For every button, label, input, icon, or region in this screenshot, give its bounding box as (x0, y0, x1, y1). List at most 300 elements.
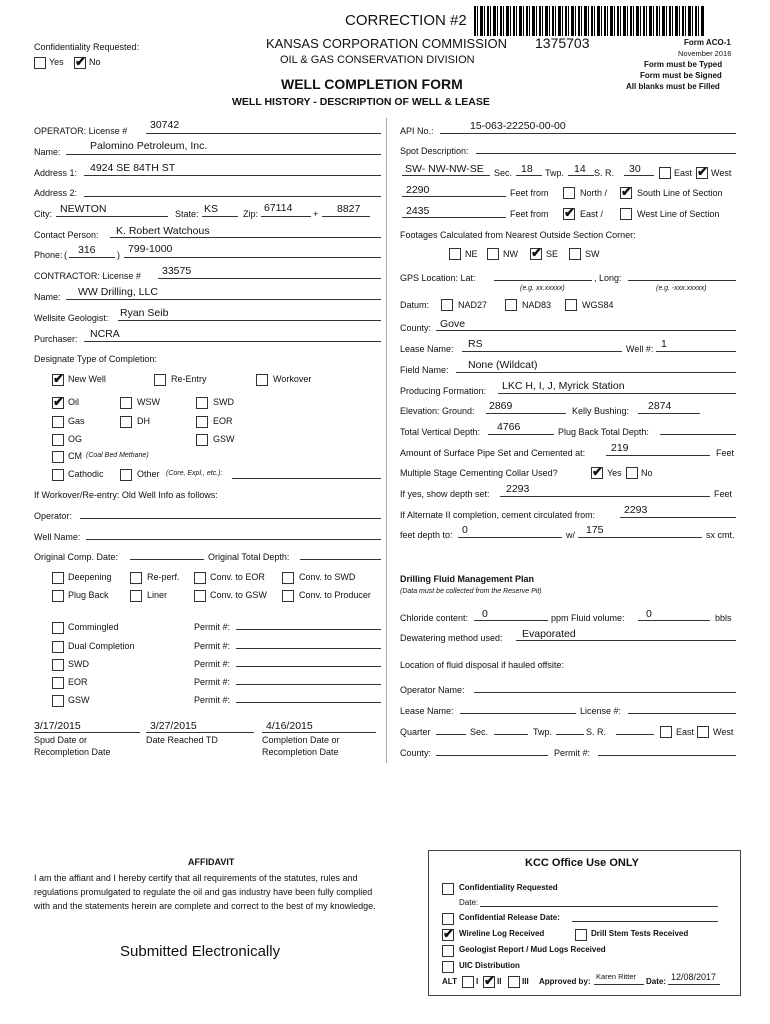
wsw-label: WSW (137, 397, 160, 407)
reperf-checkbox[interactable] (130, 572, 142, 584)
feet-from-label-1: Feet from (510, 188, 549, 198)
kelly-bushing-line (638, 413, 700, 414)
feet2-field[interactable]: 2435 (406, 205, 430, 217)
cathodic-label: Cathodic (68, 469, 104, 479)
address2-line (84, 196, 381, 197)
permit-line-3 (236, 666, 381, 667)
quarter-line (436, 734, 466, 735)
zip-label: Zip: (243, 209, 259, 219)
sx-cmt-label: sx cmt. (706, 530, 735, 540)
well-number-field[interactable]: 1 (661, 338, 667, 350)
permit-line-4 (236, 684, 381, 685)
disposal-west-checkbox[interactable] (697, 726, 709, 738)
state-field[interactable]: KS (204, 203, 219, 215)
comp-date-field[interactable]: 4/16/2015 (266, 720, 313, 732)
disposal-east-checkbox[interactable] (660, 726, 672, 738)
permit-line-5 (236, 702, 381, 703)
wgs84-label: WGS84 (582, 300, 614, 310)
td-date-field[interactable]: 3/27/2015 (150, 720, 197, 732)
zip-plus: + (313, 209, 319, 219)
lease-name-field[interactable]: RS (468, 338, 483, 350)
county-field[interactable]: Gove (440, 318, 466, 330)
dewatering-label: Dewatering method used: (400, 633, 503, 643)
cm-checkbox[interactable] (52, 451, 64, 463)
spud-label-2: Recompletion Date (34, 747, 111, 757)
must-typed: Form must be Typed (644, 60, 723, 69)
contractor-license-field[interactable]: 33575 (162, 265, 192, 277)
pbtd-line (660, 434, 736, 435)
contractor-name-label: Name: (34, 292, 61, 302)
east-label: East (674, 168, 693, 178)
nad27-label: NAD27 (458, 300, 488, 310)
disposal-sec-line (494, 734, 528, 735)
field-name-line (456, 372, 736, 373)
gsw2-checkbox[interactable] (52, 695, 64, 707)
reperf-label: Re-perf. (147, 572, 180, 582)
comp-date-line (262, 732, 376, 733)
sec-field[interactable]: 18 (521, 163, 533, 175)
kcc-date-label: Date: (459, 898, 479, 907)
commingled-checkbox[interactable] (52, 622, 64, 634)
city-line (56, 216, 168, 217)
deepening-label: Deepening (68, 572, 112, 582)
swd-label: SWD (213, 397, 234, 407)
affidavit-title: AFFIDAVIT (188, 857, 235, 867)
conv-swd-label: Conv. to SWD (299, 572, 356, 582)
conv-gsw-label: Conv. to GSW (210, 590, 267, 600)
multi-yes-checkbox[interactable] (591, 467, 603, 479)
bbls-label: bbls (715, 613, 732, 623)
depth-set-label: If yes, show depth set: (400, 489, 490, 499)
name-label: Name: (34, 147, 61, 157)
operator-license-label: OPERATOR: License # (34, 126, 128, 136)
nw-checkbox[interactable] (487, 248, 499, 260)
disposal-lease-line (460, 713, 576, 714)
contact-line (110, 237, 381, 238)
swd2-checkbox[interactable] (52, 659, 64, 671)
elevation-label: Elevation: Ground: (400, 406, 475, 416)
re-entry-checkbox[interactable] (154, 374, 166, 386)
dewatering-line (516, 640, 736, 641)
kcc-date2-label: Date: (646, 977, 667, 986)
conv-producer-checkbox[interactable] (282, 590, 294, 602)
kcc-alt-label: ALT (442, 977, 457, 986)
conf-no-checkbox[interactable] (74, 57, 86, 69)
phone-field[interactable]: 799-1000 (128, 243, 173, 255)
submitted-electronically: Submitted Electronically (120, 943, 281, 960)
dewatering-field[interactable]: Evaporated (522, 628, 576, 640)
affidavit-line-1: I am the affiant and I hereby certify that all requirements of the statutes, rules and (34, 873, 358, 883)
kcc-approve-date-line (668, 984, 720, 985)
api-field[interactable]: 15-063-22250-00-00 (470, 120, 566, 132)
oil-checkbox[interactable] (52, 397, 64, 409)
county-line (436, 330, 736, 331)
se-label: SE (546, 249, 559, 259)
phone-label: Phone: (34, 250, 63, 260)
ground-line (486, 413, 566, 414)
west-checkbox[interactable] (696, 167, 708, 179)
plug-back-checkbox[interactable] (52, 590, 64, 602)
kcc-approver-field[interactable]: Karen Ritter (596, 972, 637, 981)
kcc-wireline-checkbox[interactable] (442, 929, 454, 941)
state-line (202, 216, 238, 217)
phone-close-paren: ) (117, 250, 120, 260)
kcc-alt-iii-checkbox[interactable] (508, 976, 520, 988)
multi-no-label: No (641, 468, 653, 478)
form-date: November 2016 (678, 49, 732, 58)
feet-depth-line (458, 537, 562, 538)
phone-open-paren: ( (64, 250, 67, 260)
long-example: (e.g. -xxx.xxxxx) (656, 285, 707, 292)
wgs84-checkbox[interactable] (565, 299, 577, 311)
gsw-label: GSW (213, 434, 235, 444)
old-well-name-line (86, 539, 381, 540)
north-checkbox[interactable] (563, 187, 575, 199)
quarter-label: Quarter (400, 727, 431, 737)
surface-pipe-field[interactable]: 219 (611, 442, 629, 454)
eor2-label: EOR (68, 677, 88, 687)
disposal-twp-line (556, 734, 584, 735)
kelly-bushing-field[interactable]: 2874 (648, 400, 672, 412)
address2-label: Address 2: (34, 188, 78, 198)
division-name: OIL & GAS CONSERVATION DIVISION (280, 54, 475, 66)
address1-line (84, 175, 381, 176)
disposal-range-line (616, 734, 654, 735)
depth-set-feet: Feet (714, 489, 733, 499)
nad27-checkbox[interactable] (441, 299, 453, 311)
north-label: North / (580, 188, 608, 198)
kcc-conf-checkbox[interactable] (442, 883, 454, 895)
kcc-alt-i-checkbox[interactable] (462, 976, 474, 988)
kcc-alt-iii-label: III (522, 977, 529, 986)
orig-comp-date-label: Original Comp. Date: (34, 552, 119, 562)
eor-label: EOR (213, 416, 233, 426)
re-entry-label: Re-Entry (171, 374, 207, 384)
other-checkbox[interactable] (120, 469, 132, 481)
sw-label: SW (585, 249, 600, 259)
disposal-west-label: West (713, 727, 734, 737)
tvd-label: Total Vertical Depth: (400, 427, 481, 437)
disposal-twp-label: Twp. (533, 727, 553, 737)
cm-label: CM (68, 451, 82, 461)
disposal-permit-line (598, 755, 736, 756)
field-name-field[interactable]: None (Wildcat) (468, 359, 538, 371)
permit-line-2 (236, 648, 381, 649)
comp-label-2: Recompletion Date (262, 747, 339, 757)
well-number-label: Well #: (626, 344, 654, 354)
s-r-label: S. R. (594, 168, 615, 178)
phone-area-field[interactable]: 316 (78, 244, 96, 256)
purchaser-label: Purchaser: (34, 334, 78, 344)
nad83-checkbox[interactable] (505, 299, 517, 311)
fluid-volume-line (638, 620, 710, 621)
other-label: Other (137, 469, 160, 479)
ne-label: NE (465, 249, 478, 259)
conf-yes-checkbox[interactable] (34, 57, 46, 69)
api-label: API No.: (400, 126, 434, 136)
kcc-date-line (480, 906, 718, 907)
operator-name-field[interactable]: Palomino Petroleum, Inc. (90, 140, 208, 152)
zip-field[interactable]: 67114 (264, 202, 293, 214)
permit-label-2: Permit #: (194, 641, 231, 651)
conv-gsw-checkbox[interactable] (194, 590, 206, 602)
confidentiality-label: Confidentiality Requested: (34, 42, 140, 52)
disposal-sr-label: S. R. (586, 727, 607, 737)
geologist-field[interactable]: Ryan Seib (120, 307, 169, 319)
old-well-name-label: Well Name: (34, 532, 81, 542)
sx-line (578, 537, 702, 538)
dual-completion-checkbox[interactable] (52, 641, 64, 653)
feet1-field[interactable]: 2290 (406, 184, 430, 196)
orig-depth-line (300, 559, 381, 560)
kcc-uic-label: UIC Distribution (459, 961, 520, 970)
gas-checkbox[interactable] (52, 416, 64, 428)
deepening-checkbox[interactable] (52, 572, 64, 584)
zip-line (261, 216, 311, 217)
footages-label: Footages Calculated from Nearest Outside Section Corner: (400, 230, 636, 240)
gps-long-line (628, 280, 736, 281)
og-label: OG (68, 434, 83, 444)
new-well-label: New Well (68, 374, 106, 384)
name-line (66, 154, 381, 155)
orig-comp-date-line (130, 559, 204, 560)
kcc-dst-label: Drill Stem Tests Received (591, 929, 689, 938)
sec-label: Sec. (494, 168, 513, 178)
surface-pipe-line (606, 455, 710, 456)
kcc-geo-label: Geologist Report / Mud Logs Received (459, 945, 606, 954)
dh-label: DH (137, 416, 150, 426)
phone-area-line (69, 257, 115, 258)
lat-example: (e.g. xx.xxxxx) (520, 285, 565, 292)
sec-line (516, 175, 542, 176)
disposal-license-label: License #: (580, 706, 622, 716)
surface-pipe-feet: Feet (716, 448, 735, 458)
kcc-geo-checkbox[interactable] (442, 945, 454, 957)
dh-checkbox[interactable] (120, 416, 132, 428)
range-field[interactable]: 30 (629, 163, 641, 175)
east2-label: East / (580, 209, 604, 219)
alt2-field[interactable]: 2293 (624, 504, 648, 516)
feet-depth-field[interactable]: 0 (462, 524, 468, 536)
kcc-release-checkbox[interactable] (442, 913, 454, 925)
conv-swd-checkbox[interactable] (282, 572, 294, 584)
conf-no-label: No (89, 57, 101, 67)
geologist-label: Wellsite Geologist: (34, 313, 109, 323)
cathodic-checkbox[interactable] (52, 469, 64, 481)
must-filled: All blanks must be Filled (626, 82, 720, 91)
conv-eor-checkbox[interactable] (194, 572, 206, 584)
tvd-line (488, 434, 554, 435)
disposal-east-label: East (676, 727, 695, 737)
api-line (440, 133, 736, 134)
old-operator-line (80, 518, 381, 519)
depth-set-line (500, 496, 710, 497)
contractor-name-field[interactable]: WW Drilling, LLC (78, 286, 158, 298)
address1-field[interactable]: 4924 SE 84TH ST (90, 162, 176, 174)
datum-label: Datum: (400, 300, 430, 310)
feet1-line (402, 196, 506, 197)
permit-label-4: Permit #: (194, 677, 231, 687)
disposal-permit-label: Permit #: (554, 748, 591, 758)
surface-pipe-label: Amount of Surface Pipe Set and Cemented at: (400, 448, 586, 458)
workover-checkbox[interactable] (256, 374, 268, 386)
fluid-disposal-label: Location of fluid disposal if hauled offsite: (400, 660, 564, 670)
dfm-note: (Data must be collected from the Reserve Pit) (400, 588, 542, 595)
contact-field[interactable]: K. Robert Watchous (116, 225, 210, 237)
kelly-bushing-label: Kelly Bushing: (572, 406, 630, 416)
chloride-line (474, 620, 548, 621)
zip4-field[interactable]: 8827 (337, 203, 361, 215)
gas-label: Gas (68, 416, 85, 426)
spud-date-line (34, 732, 140, 733)
twp-label: Twp. (545, 168, 565, 178)
tvd-field[interactable]: 4766 (497, 421, 521, 433)
purchaser-line (84, 341, 381, 342)
permit-label-5: Permit #: (194, 695, 231, 705)
kcc-approve-date-field[interactable]: 12/08/2017 (671, 972, 717, 982)
swd-checkbox[interactable] (196, 397, 208, 409)
feet2-line (402, 217, 506, 218)
contractor-license-label: CONTRACTOR: License # (34, 271, 141, 281)
swd2-label: SWD (68, 659, 89, 669)
alt2-line (620, 517, 736, 518)
ground-field[interactable]: 2869 (489, 400, 513, 412)
form-id: Form ACO-1 (684, 38, 731, 47)
kcc-alt-ii-label: II (497, 977, 502, 986)
nad83-label: NAD83 (522, 300, 552, 310)
formation-field[interactable]: LKC H, I, J, Myrick Station (502, 380, 625, 392)
disposal-county-label: County: (400, 748, 432, 758)
spud-label-1: Spud Date or (34, 735, 88, 745)
old-operator-label: Operator: (34, 511, 73, 521)
sx-field[interactable]: 175 (586, 524, 604, 536)
formation-line (498, 393, 736, 394)
multi-no-checkbox[interactable] (626, 467, 638, 479)
permit-label-3: Permit #: (194, 659, 231, 669)
spud-date-field[interactable]: 3/17/2015 (34, 720, 81, 732)
td-label: Date Reached TD (146, 735, 218, 745)
disposal-operator-label: Operator Name: (400, 685, 465, 695)
operator-license-field[interactable]: 30742 (150, 119, 180, 131)
west-label: West (711, 168, 732, 178)
correction-label: CORRECTION #2 (345, 12, 467, 29)
kcc-approver-line (594, 984, 644, 985)
form-title: WELL COMPLETION FORM (281, 76, 463, 92)
comp-label-1: Completion Date or (262, 735, 340, 745)
dfm-title: Drilling Fluid Management Plan (400, 574, 535, 584)
disposal-lease-label: Lease Name: (400, 706, 454, 716)
kcc-conf-label: Confidentiality Requested (459, 883, 558, 892)
new-well-checkbox[interactable] (52, 374, 64, 386)
affidavit-line-3: with and the statements herein are complete and correct to the best of my knowledge. (34, 901, 376, 911)
gps-lat-line (494, 280, 592, 281)
contact-label: Contact Person: (34, 230, 99, 240)
zip4-line (322, 216, 370, 217)
twp-line (568, 175, 594, 176)
permit-line-1 (236, 629, 381, 630)
east2-checkbox[interactable] (563, 208, 575, 220)
alt2-label: If Alternate II completion, cement circulated from: (400, 510, 596, 520)
liner-label: Liner (147, 590, 168, 600)
kcc-uic-checkbox[interactable] (442, 961, 454, 973)
purchaser-field[interactable]: NCRA (90, 328, 120, 340)
twp-field[interactable]: 14 (574, 163, 586, 175)
kcc-dst-checkbox[interactable] (575, 929, 587, 941)
west2-checkbox[interactable] (620, 208, 632, 220)
south-label: South Line of Section (637, 188, 723, 198)
east-checkbox[interactable] (659, 167, 671, 179)
disposal-license-line (628, 713, 736, 714)
disposal-sec-label: Sec. (470, 727, 489, 737)
sw-checkbox[interactable] (569, 248, 581, 260)
workover-label: Workover (273, 374, 312, 384)
state-label: State: (175, 209, 199, 219)
multi-stage-label: Multiple Stage Cementing Collar Used? (400, 468, 558, 478)
commission-name: KANSAS CORPORATION COMMISSION (266, 36, 508, 51)
gps-lat-label: GPS Location: Lat: (400, 273, 476, 283)
conv-producer-label: Conv. to Producer (299, 590, 371, 600)
se-checkbox[interactable] (530, 248, 542, 260)
eor2-checkbox[interactable] (52, 677, 64, 689)
permit-label-1: Permit #: (194, 622, 231, 632)
feet-depth-label: feet depth to: (400, 530, 453, 540)
must-signed: Form must be Signed (640, 71, 722, 80)
other-line (232, 478, 381, 479)
disposal-county-line (436, 755, 548, 756)
conf-yes-label: Yes (49, 57, 64, 67)
kcc-alt-ii-checkbox[interactable] (483, 976, 495, 988)
address1-label: Address 1: (34, 168, 78, 178)
cm-note: (Coal Bed Methane) (86, 452, 149, 459)
column-divider (386, 118, 387, 763)
orig-depth-label: Original Total Depth: (208, 552, 290, 562)
depth-set-field[interactable]: 2293 (506, 483, 530, 495)
city-label: City: (34, 209, 52, 219)
kcc-approved-label: Approved by: (539, 977, 591, 986)
spot-desc-field[interactable]: SW- NW-NW-SE (405, 163, 484, 175)
west2-label: West Line of Section (637, 209, 720, 219)
barcode (474, 6, 704, 36)
lease-name-line (462, 351, 622, 352)
eor-checkbox[interactable] (196, 416, 208, 428)
liner-checkbox[interactable] (130, 590, 142, 602)
formation-label: Producing Formation: (400, 386, 487, 396)
form-subtitle: WELL HISTORY - DESCRIPTION OF WELL & LEASE (232, 96, 490, 108)
ne-checkbox[interactable] (449, 248, 461, 260)
field-name-label: Field Name: (400, 365, 449, 375)
ppm-fluid-label: ppm Fluid volume: (551, 613, 625, 623)
chloride-label: Chloride content: (400, 613, 469, 623)
fluid-volume-field[interactable]: 0 (646, 608, 652, 620)
w-label: w/ (566, 530, 575, 540)
workover-info-label: If Workover/Re-entry: Old Well Info as follows: (34, 490, 218, 500)
spot-desc-line (402, 175, 490, 176)
wsw-checkbox[interactable] (120, 397, 132, 409)
gsw-checkbox[interactable] (196, 434, 208, 446)
contractor-license-line (158, 278, 381, 279)
operator-license-line (146, 133, 381, 134)
gsw2-label: GSW (68, 695, 90, 705)
feet-from-label-2: Feet from (510, 209, 549, 219)
other-note: (Core, Expl., etc.): (166, 470, 223, 477)
designate-label: Designate Type of Completion: (34, 354, 157, 364)
chloride-field[interactable]: 0 (482, 608, 488, 620)
og-checkbox[interactable] (52, 434, 64, 446)
geologist-line (118, 320, 381, 321)
south-checkbox[interactable] (620, 187, 632, 199)
city-field[interactable]: NEWTON (60, 203, 107, 215)
multi-yes-label: Yes (607, 468, 622, 478)
